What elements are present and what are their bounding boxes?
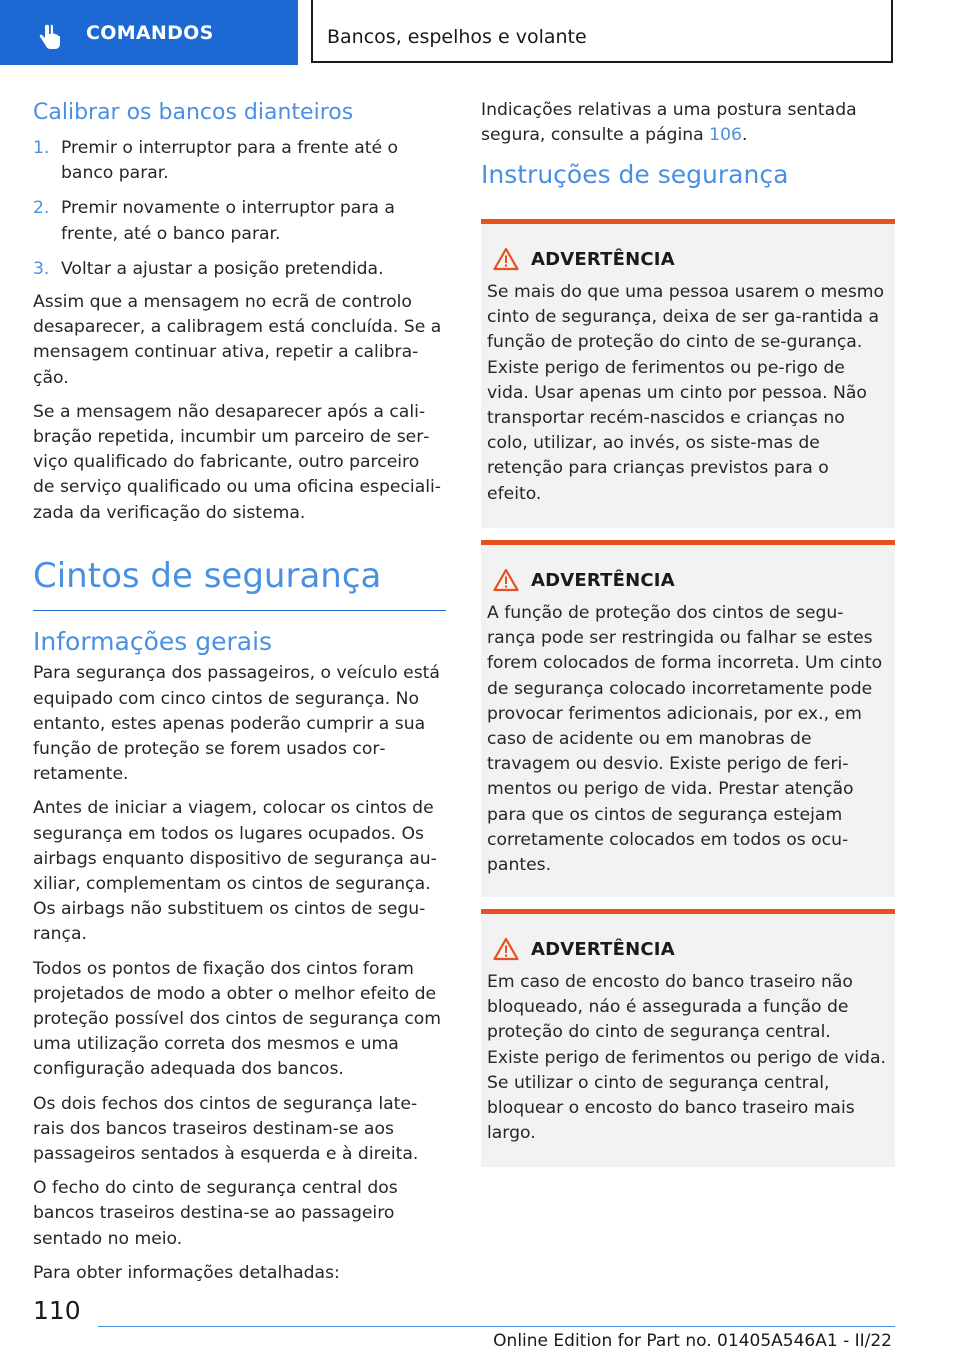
info-paragraph: Para segurança dos passageiros, o veículo está equipado com cinco cintos de segurança. No entanto, estes apenas poderão cumprir a sua função de proteção se forem usados cor‐retamente. xyxy=(33,663,440,785)
calibration-steps xyxy=(33,136,446,282)
footer-divider xyxy=(98,1326,895,1327)
warning-title: ADVERTÊNCIA xyxy=(531,569,675,591)
list-item: 3. Voltar a ajustar a posição pretendida. xyxy=(33,258,384,279)
warning-text: A função de proteção dos cintos de segu‐rança pode ser restringida ou falhar se estes forem colocados de forma incorreta. Um cinto de segurança colocado incorretamente pode provocar ferimentos adicionais, por ex., em caso de acidente ou em manobras de travagem ou desvio. Existe perigo de feri‐mentos ou perigo de vida. Prestar atenção para que os cintos de segurança estejam corretamente colocados em todos os ocu‐pantes. xyxy=(487,603,883,876)
section-tab[interactable] xyxy=(0,0,298,65)
warning-box xyxy=(481,909,895,1167)
warning-triangle-icon xyxy=(493,568,519,592)
info-paragraph: O fecho do cinto de segurança central dos bancos traseiros destina-se ao passageiro sentado no meio. xyxy=(33,1178,398,1249)
info-paragraph: Antes de iniciar a viagem, colocar os cintos de segurança em todos os lugares ocupados. Os airbags enquanto dispositivo de segurança au‐xiliar, complementam os cintos de segurança. Os airbags não substituem os cintos de segu‐rança. xyxy=(33,798,437,945)
hand-pointer-icon xyxy=(38,24,62,50)
chapter-title: Bancos, espelhos e volante xyxy=(327,26,587,48)
info-paragraph: Os dois fechos dos cintos de segurança late‐rais dos bancos traseiros destinam-se aos passageiros sentados à esquerda e à direita. xyxy=(33,1093,419,1164)
edition-note: Online Edition for Part no. 01405A546A1 - II/22 xyxy=(493,1331,892,1351)
warning-box xyxy=(481,540,895,897)
right-column xyxy=(481,98,895,194)
heading-divider xyxy=(33,610,446,612)
safety-heading: Instruções de segurança xyxy=(481,160,789,190)
page-number: 110 xyxy=(33,1296,81,1325)
info-paragraph: Para obter informações detalhadas: xyxy=(33,1262,340,1283)
page-link[interactable]: 106 xyxy=(709,125,742,146)
info-paragraph: Todos os pontos de fixação dos cintos foram projetados de modo a obter o melhor efeito de proteção possível dos cintos de segurança com uma utilização correta dos mesmos e uma configuração adequada dos bancos. xyxy=(33,958,442,1080)
warning-title: ADVERTÊNCIA xyxy=(531,248,675,270)
left-column xyxy=(33,98,446,1295)
general-info-heading: Informações gerais xyxy=(33,627,273,657)
belts-heading: Cintos de segurança xyxy=(33,555,382,596)
warning-triangle-icon xyxy=(493,937,519,961)
warning-text: Em caso de encosto do banco traseiro não bloqueado, náo é assegurada a função de proteção do cinto de segurança central. Existe perigo de ferimentos ou perigo de vida. Se utilizar o cinto de segurança central, bloquear o encosto do banco traseiro mais largo. xyxy=(487,972,886,1144)
warning-text: Se mais do que uma pessoa usarem o mesmo cinto de segurança, deixa de ser ga‐rantida a função de proteção do cinto de se‐gurança. Existe perigo de ferimentos ou pe‐rigo de vida. Usar apenas um cinto por pessoa. Não transportar recém-nascidos e crianças no colo, utilizar, ao invés, os siste‐mas de retenção para crianças previstos para o efeito. xyxy=(487,282,885,504)
posture-reference: Indicações relativas a uma postura sentada segura, consulte a página 106. xyxy=(481,100,857,146)
calibration-paragraph: Assim que a mensagem no ecrã de controlo desaparecer, a calibragem está concluída. Se a mensagem continuar ativa, repetir a calibra‐ção. xyxy=(33,292,442,388)
list-item: 2. Premir novamente o interruptor para a frente, até o banco parar. xyxy=(33,198,395,244)
section-label: COMANDOS xyxy=(86,22,214,44)
warning-title: ADVERTÊNCIA xyxy=(531,938,675,960)
calibration-heading: Calibrar os bancos dianteiros xyxy=(33,100,354,125)
warning-box xyxy=(481,219,895,528)
calibration-paragraph: Se a mensagem não desaparecer após a cali‐bração repetida, incumbir um parceiro de ser‐viço qualificado do fabricante, outro parceiro de serviço qualificado ou uma oficina especiali‐zada da verificação do sistema. xyxy=(33,401,441,523)
warning-triangle-icon xyxy=(493,247,519,271)
list-item: 1. Premir o interruptor para a frente até o banco parar. xyxy=(33,138,399,184)
